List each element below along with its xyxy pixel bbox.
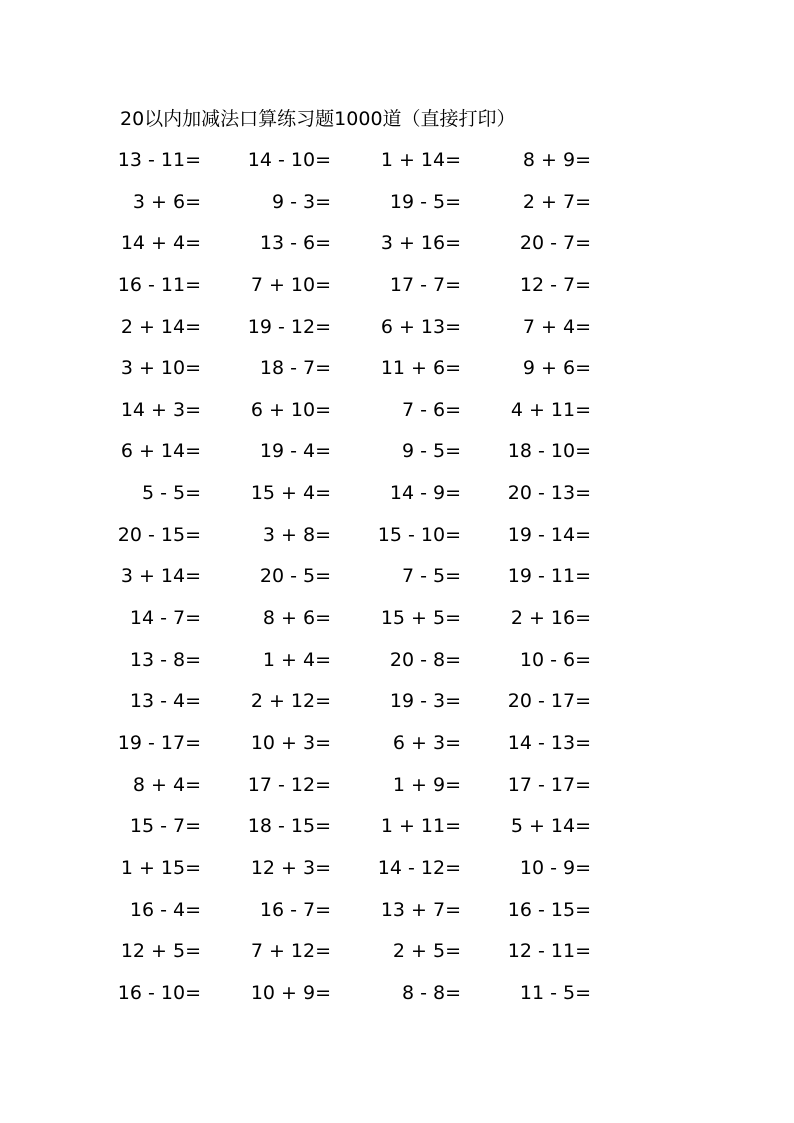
exercise-row	[0, 729, 794, 771]
exercise-item: 20 - 17=	[507, 690, 591, 713]
exercise-row	[0, 188, 794, 230]
exercise-item: 7 + 4=	[522, 315, 591, 338]
exercise-item: 14 + 4=	[120, 232, 201, 255]
exercise-row	[0, 646, 794, 688]
exercise-item: 15 - 7=	[129, 815, 201, 838]
exercise-item: 19 - 3=	[389, 690, 461, 713]
exercise-item: 16 - 11=	[117, 273, 201, 296]
exercise-item: 3 + 16=	[380, 232, 461, 255]
exercise-item: 1 + 14=	[380, 149, 461, 171]
exercise-item: 1 + 9=	[392, 773, 461, 796]
page-title: 20以内加减法口算练习题1000道（直接打印）	[120, 108, 516, 130]
exercise-row	[0, 854, 794, 896]
exercise-item: 3 + 8=	[262, 523, 331, 546]
exercise-item: 1 + 11=	[380, 815, 461, 838]
exercise-item: 20 - 8=	[389, 648, 461, 671]
exercise-item: 14 - 9=	[389, 482, 461, 505]
exercise-item: 20 - 7=	[519, 232, 591, 255]
exercise-item: 5 - 5=	[141, 482, 201, 505]
exercise-item: 8 + 9=	[522, 149, 591, 171]
exercise-item: 19 - 11=	[507, 565, 591, 588]
exercise-row	[0, 437, 794, 479]
exercise-item: 3 + 6=	[132, 190, 201, 213]
exercise-item: 6 + 3=	[392, 731, 461, 754]
exercise-item: 19 - 4=	[259, 440, 331, 463]
exercise-item: 16 - 10=	[117, 981, 201, 1004]
exercise-row	[0, 313, 794, 355]
exercise-row	[0, 979, 794, 1021]
exercise-item: 2 + 12=	[250, 690, 331, 713]
exercise-item: 19 - 17=	[117, 731, 201, 754]
exercise-item: 15 + 5=	[380, 607, 461, 630]
exercise-item: 13 - 4=	[129, 690, 201, 713]
exercise-item: 6 + 10=	[250, 398, 331, 421]
exercise-item: 19 - 12=	[247, 315, 331, 338]
exercise-item: 18 - 15=	[247, 815, 331, 838]
exercise-item: 2 + 16=	[510, 607, 591, 630]
exercise-item: 11 - 5=	[519, 981, 591, 1004]
exercise-item: 3 + 10=	[120, 357, 201, 380]
exercise-row	[0, 937, 794, 979]
exercise-item: 13 - 11=	[117, 149, 201, 171]
exercise-item: 9 - 5=	[401, 440, 461, 463]
exercise-row	[0, 271, 794, 313]
exercise-item: 1 + 4=	[262, 648, 331, 671]
exercise-item: 17 - 17=	[507, 773, 591, 796]
exercise-row	[0, 771, 794, 813]
exercise-item: 19 - 5=	[389, 190, 461, 213]
exercise-item: 18 - 10=	[507, 440, 591, 463]
exercise-item: 10 - 6=	[519, 648, 591, 671]
exercise-item: 13 + 7=	[380, 898, 461, 921]
exercise-item: 15 - 10=	[377, 523, 461, 546]
exercise-item: 14 - 7=	[129, 607, 201, 630]
exercise-item: 17 - 12=	[247, 773, 331, 796]
exercise-row	[0, 562, 794, 604]
exercise-item: 20 - 13=	[507, 482, 591, 505]
exercise-item: 9 - 3=	[271, 190, 331, 213]
exercise-item: 12 + 5=	[120, 940, 201, 963]
exercise-item: 20 - 5=	[259, 565, 331, 588]
exercise-item: 3 + 14=	[120, 565, 201, 588]
exercise-item: 8 + 4=	[132, 773, 201, 796]
exercise-row	[0, 354, 794, 396]
exercise-item: 20 - 15=	[117, 523, 201, 546]
exercise-item: 8 + 6=	[262, 607, 331, 630]
exercise-item: 12 + 3=	[250, 856, 331, 879]
exercise-item: 2 + 7=	[522, 190, 591, 213]
exercise-item: 11 + 6=	[380, 357, 461, 380]
exercise-item: 6 + 13=	[380, 315, 461, 338]
exercise-item: 10 - 9=	[519, 856, 591, 879]
exercise-row	[0, 146, 794, 188]
exercise-item: 5 + 14=	[510, 815, 591, 838]
exercise-row	[0, 521, 794, 563]
exercise-grid	[0, 146, 794, 1020]
exercise-item: 14 - 13=	[507, 731, 591, 754]
exercise-row	[0, 687, 794, 729]
exercise-item: 2 + 14=	[120, 315, 201, 338]
exercise-item: 1 + 15=	[120, 856, 201, 879]
exercise-item: 13 - 6=	[259, 232, 331, 255]
exercise-item: 7 - 5=	[401, 565, 461, 588]
exercise-row	[0, 896, 794, 938]
exercise-item: 7 + 12=	[250, 940, 331, 963]
exercise-item: 12 - 11=	[507, 940, 591, 963]
exercise-item: 12 - 7=	[519, 273, 591, 296]
exercise-item: 7 - 6=	[401, 398, 461, 421]
exercise-item: 2 + 5=	[392, 940, 461, 963]
exercise-item: 10 + 9=	[250, 981, 331, 1004]
exercise-item: 14 - 10=	[247, 149, 331, 171]
exercise-item: 14 - 12=	[377, 856, 461, 879]
exercise-item: 19 - 14=	[507, 523, 591, 546]
exercise-item: 10 + 3=	[250, 731, 331, 754]
exercise-item: 16 - 7=	[259, 898, 331, 921]
exercise-item: 7 + 10=	[250, 273, 331, 296]
exercise-item: 18 - 7=	[259, 357, 331, 380]
exercise-item: 16 - 4=	[129, 898, 201, 921]
exercise-row	[0, 229, 794, 271]
exercise-item: 14 + 3=	[120, 398, 201, 421]
exercise-item: 13 - 8=	[129, 648, 201, 671]
exercise-row	[0, 479, 794, 521]
exercise-item: 15 + 4=	[250, 482, 331, 505]
exercise-item: 4 + 11=	[510, 398, 591, 421]
exercise-item: 9 + 6=	[522, 357, 591, 380]
exercise-item: 16 - 15=	[507, 898, 591, 921]
exercise-item: 17 - 7=	[389, 273, 461, 296]
exercise-item: 8 - 8=	[401, 981, 461, 1004]
exercise-row	[0, 812, 794, 854]
exercise-row	[0, 604, 794, 646]
exercise-row	[0, 396, 794, 438]
exercise-item: 6 + 14=	[120, 440, 201, 463]
